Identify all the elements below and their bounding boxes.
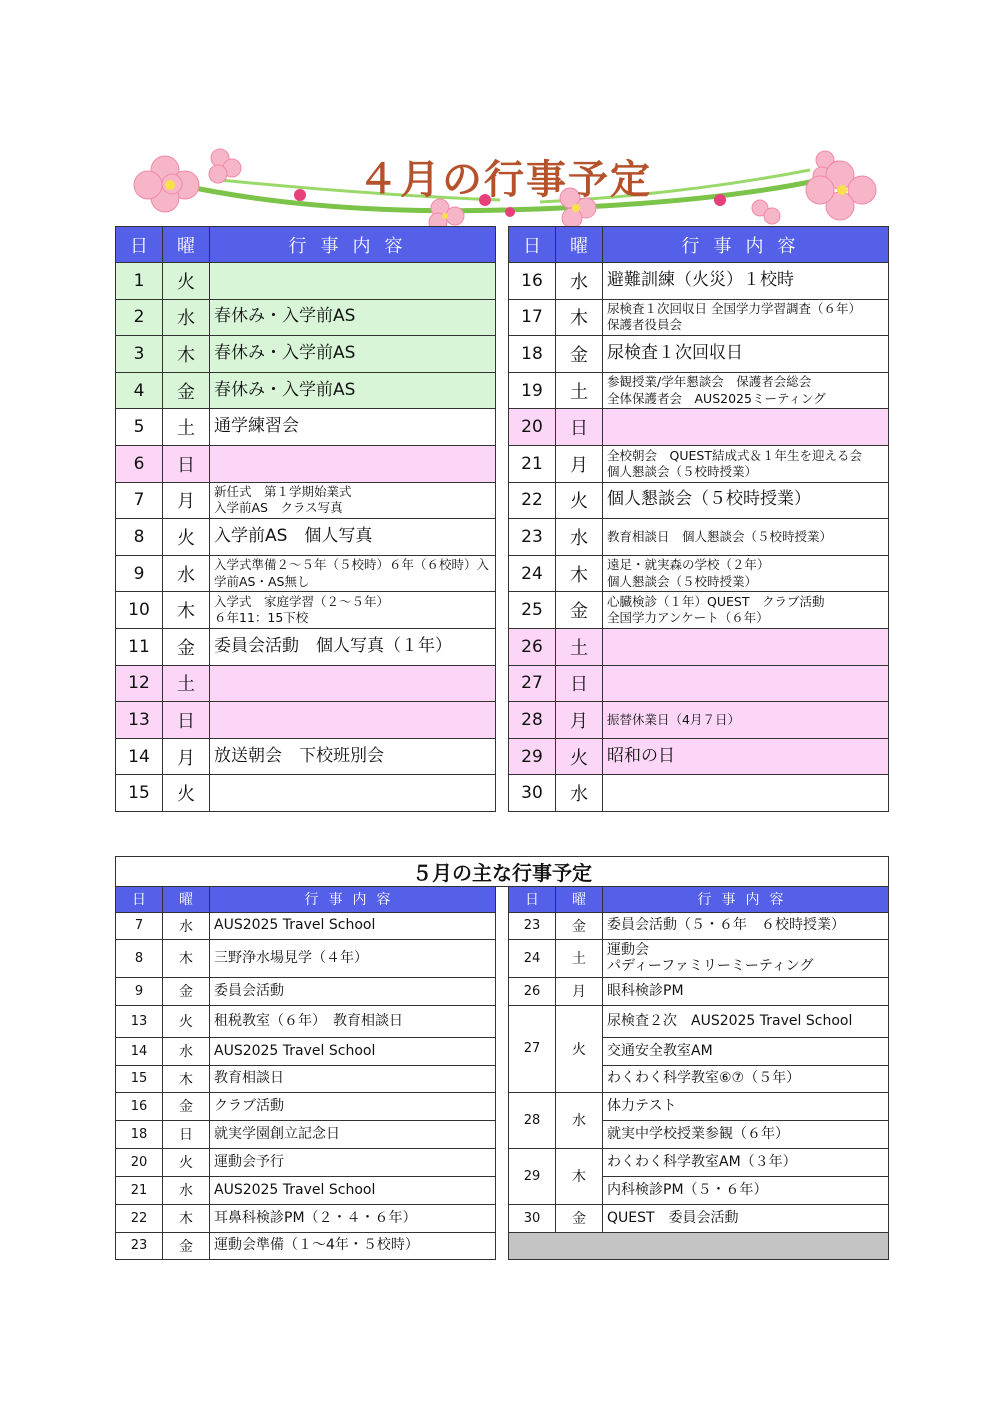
april-row [116, 482, 496, 519]
may-col-event: 行事内容 [603, 887, 889, 913]
april-row [116, 555, 496, 592]
april-day: 14 [116, 738, 163, 775]
may-weekday: 金 [163, 977, 210, 1005]
april-row [116, 299, 496, 336]
april-event: 遠足・就実森の学校（２年） 個人懇談会（５校時授業） [603, 555, 889, 592]
may-event: 内科検診PM（５・６年） [603, 1176, 889, 1204]
april-event [603, 628, 889, 665]
april-day: 1 [116, 263, 163, 300]
april-event [210, 775, 496, 812]
april-weekday: 土 [163, 409, 210, 446]
may-day: 15 [116, 1065, 163, 1092]
april-row [116, 263, 496, 300]
april-event: 心臓検診（１年）QUEST クラブ活動 全国学力アンケート（６年） [603, 592, 889, 629]
may-event: QUEST 委員会活動 [603, 1204, 889, 1232]
april-day: 11 [116, 628, 163, 665]
may-event: 就実学園創立記念日 [210, 1120, 496, 1148]
april-row [509, 372, 889, 409]
april-weekday: 金 [163, 628, 210, 665]
april-event: 避難訓練（火災）１校時 [603, 263, 889, 300]
may-event: 耳鼻科検診PM（２・４・６年） [210, 1204, 496, 1232]
april-weekday: 火 [556, 482, 603, 519]
april-weekday: 月 [556, 445, 603, 482]
april-row [509, 519, 889, 556]
april-row [116, 519, 496, 556]
april-row [509, 445, 889, 482]
april-day: 27 [509, 665, 556, 702]
april-row [509, 775, 889, 812]
april-day: 29 [509, 738, 556, 775]
may-event: AUS2025 Travel School [210, 1176, 496, 1204]
april-event: 参観授業/学年懇談会 保護者会総会 全体保護者会 AUS2025ミーティング [603, 372, 889, 409]
april-event: 放送朝会 下校班別会 [210, 738, 496, 775]
april-row [116, 372, 496, 409]
april-day: 7 [116, 482, 163, 519]
april-day: 19 [509, 372, 556, 409]
april-day: 20 [509, 409, 556, 446]
may-weekday: 水 [163, 1037, 210, 1065]
april-row [116, 336, 496, 373]
may-event: わくわく科学教室⑥⑦（５年） [603, 1065, 889, 1092]
may-day: 9 [116, 977, 163, 1005]
april-event: 個人懇談会（５校時授業） [603, 482, 889, 519]
april-day: 3 [116, 336, 163, 373]
april-day: 28 [509, 702, 556, 739]
april-row [509, 336, 889, 373]
april-day: 13 [116, 702, 163, 739]
may-day: 16 [116, 1092, 163, 1120]
april-row [116, 738, 496, 775]
may-event: 租税教室（６年） 教育相談日 [210, 1005, 496, 1037]
may-event: 委員会活動（５・６年 ６校時授業） [603, 912, 889, 939]
col-event: 行事内容 [210, 227, 496, 263]
april-weekday: 水 [556, 263, 603, 300]
may-event: 眼科検診PM [603, 977, 889, 1005]
may-event: 就実中学校授業参観（６年） [603, 1120, 889, 1148]
may-day: 14 [116, 1037, 163, 1065]
april-event: 新任式 第１学期始業式 入学前AS クラス写真 [210, 482, 496, 519]
may-col-day: 日 [116, 887, 163, 913]
april-day: 15 [116, 775, 163, 812]
may-table [115, 856, 889, 1260]
april-weekday: 日 [556, 409, 603, 446]
april-event: 尿検査１次回収日 全国学力学習調査（６年） 保護者役員会 [603, 299, 889, 336]
may-weekday: 火 [163, 1148, 210, 1176]
may-day: 28 [509, 1092, 556, 1148]
col-day: 日 [509, 227, 556, 263]
april-day: 24 [509, 555, 556, 592]
april-title: ４月の行事予定 [358, 157, 652, 203]
april-event: 尿検査１次回収日 [603, 336, 889, 373]
april-event [210, 445, 496, 482]
april-event: 教育相談日 個人懇談会（５校時授業） [603, 519, 889, 556]
april-row [509, 263, 889, 300]
may-day: 22 [116, 1204, 163, 1232]
april-event: 入学式準備２～５年（５校時）６年（６校時）入学前AS・AS無し [210, 555, 496, 592]
april-weekday: 月 [163, 482, 210, 519]
april-day: 6 [116, 445, 163, 482]
april-row [116, 445, 496, 482]
april-weekday: 日 [556, 665, 603, 702]
may-weekday: 水 [163, 1176, 210, 1204]
may-event: 運動会予行 [210, 1148, 496, 1176]
april-row [116, 665, 496, 702]
april-row [509, 482, 889, 519]
april-day: 16 [509, 263, 556, 300]
may-weekday: 水 [556, 1092, 603, 1148]
april-row [509, 409, 889, 446]
col-weekday: 曜 [556, 227, 603, 263]
april-weekday: 土 [556, 372, 603, 409]
april-weekday: 木 [163, 592, 210, 629]
april-day: 2 [116, 299, 163, 336]
april-row [509, 702, 889, 739]
may-day: 23 [116, 1232, 163, 1259]
april-event [210, 702, 496, 739]
may-weekday: 金 [163, 1092, 210, 1120]
col-weekday: 曜 [163, 227, 210, 263]
april-weekday: 木 [556, 555, 603, 592]
april-table-right [508, 226, 889, 812]
may-event: 委員会活動 [210, 977, 496, 1005]
may-event: 交通安全教室AM [603, 1037, 889, 1065]
april-event: 通学練習会 [210, 409, 496, 446]
col-event: 行事内容 [603, 227, 889, 263]
april-weekday: 火 [163, 519, 210, 556]
april-weekday: 水 [556, 519, 603, 556]
may-event: 教育相談日 [210, 1065, 496, 1092]
april-day: 18 [509, 336, 556, 373]
may-col-day: 日 [509, 887, 556, 913]
may-day: 24 [509, 939, 556, 977]
april-weekday: 金 [556, 336, 603, 373]
april-day: 23 [509, 519, 556, 556]
april-day: 21 [509, 445, 556, 482]
april-weekday: 土 [556, 628, 603, 665]
april-event [210, 665, 496, 702]
april-row [509, 665, 889, 702]
may-event: 三野浄水場見学（４年） [210, 939, 496, 977]
may-day: 8 [116, 939, 163, 977]
may-day: 23 [509, 912, 556, 939]
may-event: AUS2025 Travel School [210, 1037, 496, 1065]
april-weekday: 金 [163, 372, 210, 409]
may-weekday: 金 [163, 1232, 210, 1259]
april-day: 10 [116, 592, 163, 629]
april-day: 25 [509, 592, 556, 629]
april-weekday: 火 [556, 738, 603, 775]
april-event [210, 263, 496, 300]
april-day: 22 [509, 482, 556, 519]
may-weekday: 日 [163, 1120, 210, 1148]
april-day: 30 [509, 775, 556, 812]
april-day: 5 [116, 409, 163, 446]
april-row [116, 775, 496, 812]
may-day: 7 [116, 912, 163, 939]
april-event: 春休み・入学前AS [210, 299, 496, 336]
april-weekday: 水 [163, 299, 210, 336]
may-weekday: 木 [163, 1204, 210, 1232]
may-day: 18 [116, 1120, 163, 1148]
april-row [509, 738, 889, 775]
may-event: 運動会 パディーファミリーミーティング [603, 939, 889, 977]
may-day: 13 [116, 1005, 163, 1037]
april-event: 入学前AS 個人写真 [210, 519, 496, 556]
may-day: 20 [116, 1148, 163, 1176]
may-weekday: 土 [556, 939, 603, 977]
april-row [116, 628, 496, 665]
may-weekday: 木 [556, 1148, 603, 1204]
may-event: AUS2025 Travel School [210, 912, 496, 939]
title-banner [120, 140, 890, 230]
april-row [509, 628, 889, 665]
may-day: 30 [509, 1204, 556, 1232]
may-day: 26 [509, 977, 556, 1005]
april-event [603, 775, 889, 812]
april-row [509, 592, 889, 629]
april-weekday: 木 [163, 336, 210, 373]
may-weekday: 月 [556, 977, 603, 1005]
april-weekday: 土 [163, 665, 210, 702]
april-row [509, 555, 889, 592]
may-day: 29 [509, 1148, 556, 1204]
april-event [603, 665, 889, 702]
april-day: 4 [116, 372, 163, 409]
april-weekday: 月 [163, 738, 210, 775]
may-weekday: 金 [556, 1204, 603, 1232]
april-row [116, 592, 496, 629]
may-event: 運動会準備（１～4年・５校時） [210, 1232, 496, 1259]
april-event: 入学式 家庭学習（２～５年） ６年11：15下校 [210, 592, 496, 629]
april-event [603, 409, 889, 446]
may-col-event: 行事内容 [210, 887, 496, 913]
may-weekday: 金 [556, 912, 603, 939]
april-day: 26 [509, 628, 556, 665]
april-row [509, 299, 889, 336]
april-day: 9 [116, 555, 163, 592]
may-event: わくわく科学教室AM（３年） [603, 1148, 889, 1176]
april-weekday: 金 [556, 592, 603, 629]
may-title: ５月の主な行事予定 [116, 857, 889, 887]
may-event: 尿検査２次 AUS2025 Travel School [603, 1005, 889, 1037]
april-day: 8 [116, 519, 163, 556]
april-weekday: 水 [163, 555, 210, 592]
april-weekday: 日 [163, 702, 210, 739]
may-weekday: 木 [163, 1065, 210, 1092]
april-row [116, 409, 496, 446]
april-weekday: 月 [556, 702, 603, 739]
april-weekday: 火 [163, 263, 210, 300]
april-event: 委員会活動 個人写真（１年） [210, 628, 496, 665]
may-weekday: 木 [163, 939, 210, 977]
april-event: 振替休業日（4月７日） [603, 702, 889, 739]
april-table-left [115, 226, 496, 812]
may-weekday: 火 [556, 1005, 603, 1092]
empty-cell [509, 1232, 889, 1259]
april-day: 17 [509, 299, 556, 336]
april-event: 全校朝会 QUEST結成式＆１年生を迎える会 個人懇談会（５校時授業） [603, 445, 889, 482]
april-weekday: 火 [163, 775, 210, 812]
may-col-weekday: 曜 [163, 887, 210, 913]
may-weekday: 水 [163, 912, 210, 939]
april-weekday: 水 [556, 775, 603, 812]
april-weekday: 日 [163, 445, 210, 482]
may-day: 27 [509, 1005, 556, 1092]
may-event: 体力テスト [603, 1092, 889, 1120]
april-weekday: 木 [556, 299, 603, 336]
may-col-weekday: 曜 [556, 887, 603, 913]
may-event: クラブ活動 [210, 1092, 496, 1120]
col-day: 日 [116, 227, 163, 263]
april-event: 春休み・入学前AS [210, 336, 496, 373]
april-day: 12 [116, 665, 163, 702]
may-day: 21 [116, 1176, 163, 1204]
may-weekday: 火 [163, 1005, 210, 1037]
april-event: 春休み・入学前AS [210, 372, 496, 409]
april-event: 昭和の日 [603, 738, 889, 775]
april-row [116, 702, 496, 739]
